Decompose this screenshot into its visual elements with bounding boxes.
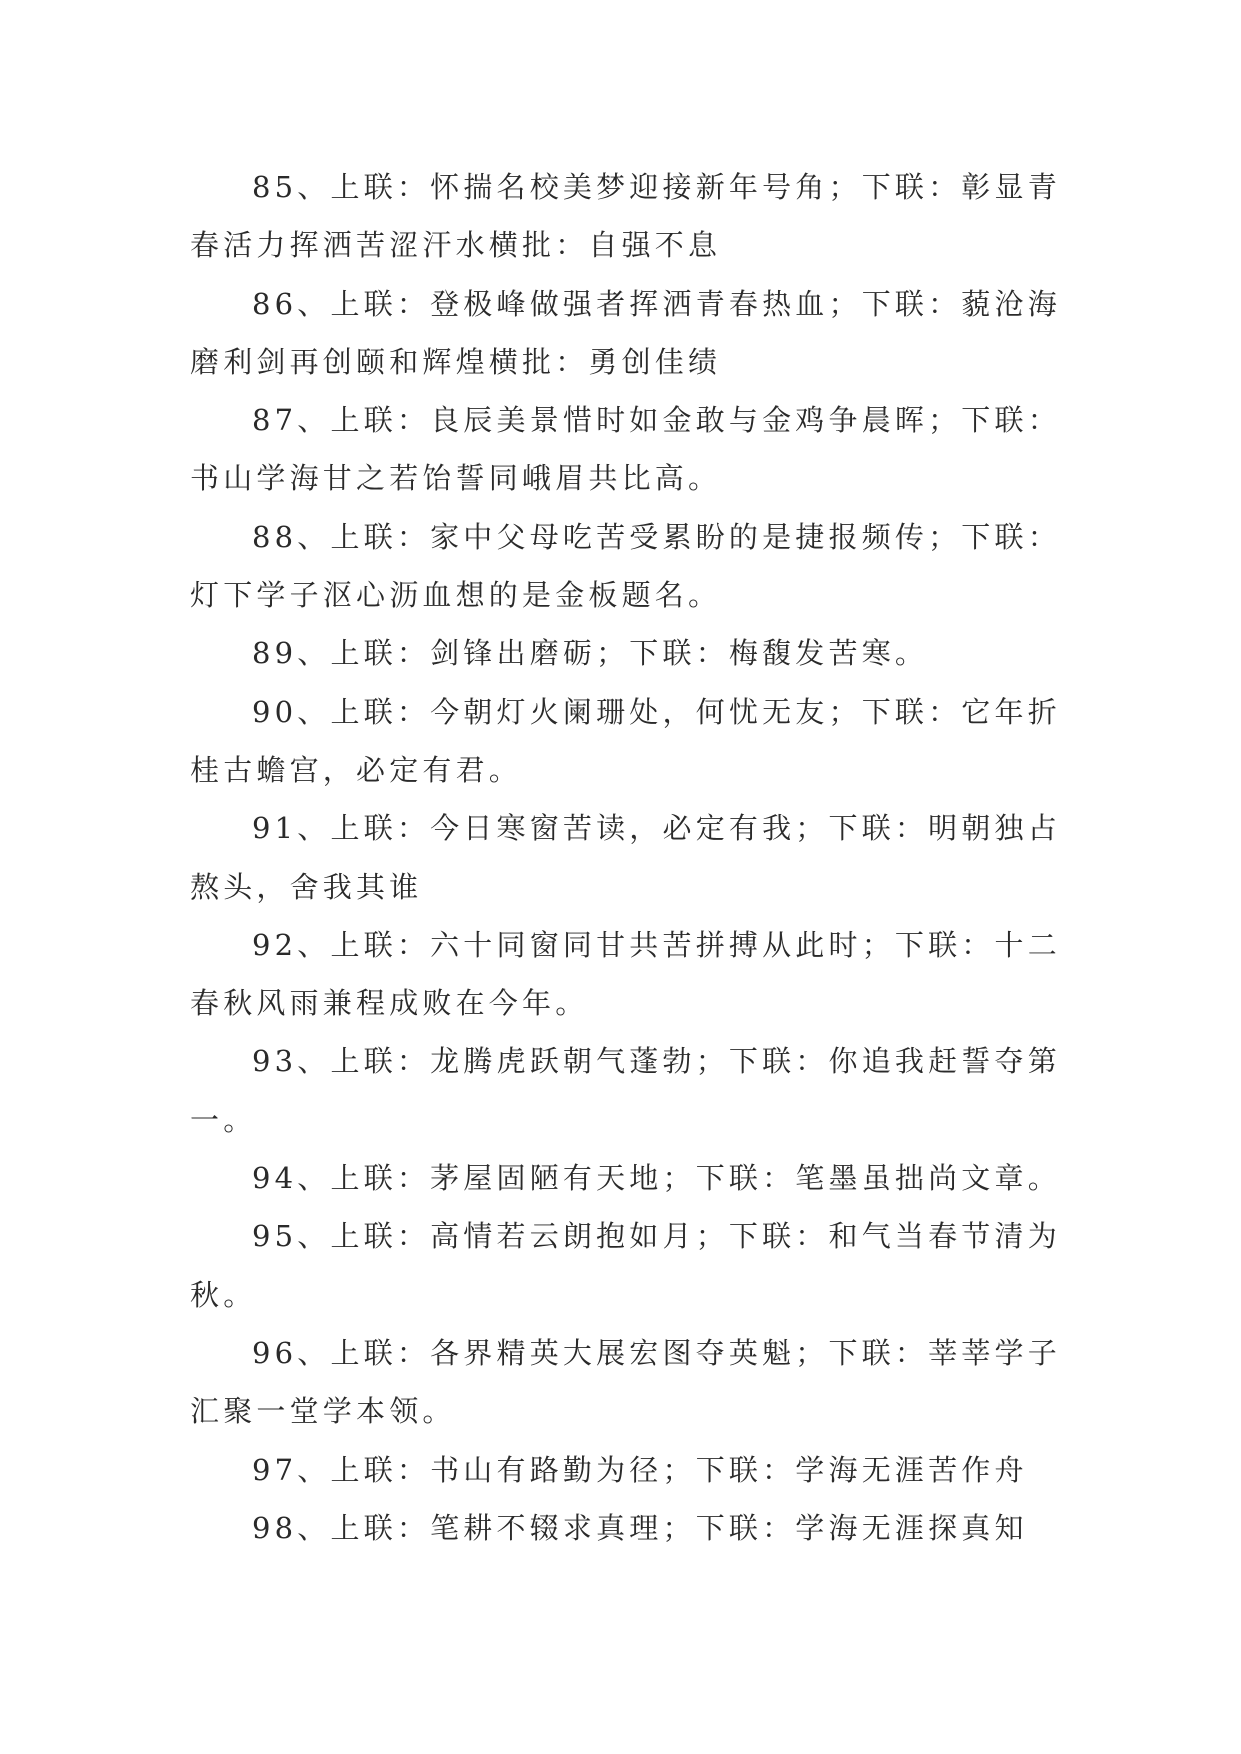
couplet-line-first: 95、上联：高情若云朗抱如月；下联：和气当春节清为 [252, 1219, 1061, 1254]
couplet-line-first: 87、上联：良辰美景惜时如金敢与金鸡争晨晖；下联： [252, 403, 1061, 438]
couplet-line-second: 熬头，舍我其谁 [190, 869, 423, 904]
couplet-item-92 [190, 916, 1070, 1033]
couplet-line-second: 秋。 [190, 1277, 257, 1312]
couplet-line-second: 灯下学子沤心沥血想的是金板题名。 [190, 578, 722, 613]
couplet-item-90 [190, 683, 1070, 800]
couplet-item-91 [190, 799, 1070, 916]
couplet-line-second: 磨利剑再创颐和辉煌横批：勇创佳绩 [190, 344, 722, 379]
couplet-line-first: 96、上联：各界精英大展宏图夺英魁；下联：莘莘学子 [252, 1335, 1061, 1370]
couplet-line-first: 89、上联：剑锋出磨砺；下联：梅馥发苦寒。 [252, 636, 929, 671]
couplet-item-87 [190, 391, 1070, 508]
couplet-line-first: 97、上联：书山有路勤为径；下联：学海无涯苦作舟 [252, 1452, 1028, 1487]
couplet-item-93 [190, 1032, 1070, 1149]
couplet-line-first: 90、上联：今朝灯火阑珊处，何忧无友；下联：它年折 [252, 694, 1061, 729]
couplet-line-second: 桂古蟾宫，必定有君。 [190, 752, 523, 787]
couplet-item-85 [190, 158, 1070, 275]
couplet-line-second: 汇聚一堂学本领。 [190, 1394, 456, 1429]
couplet-item-89 [190, 624, 1070, 682]
couplet-item-94 [190, 1149, 1070, 1207]
couplet-item-97 [190, 1441, 1070, 1499]
couplet-line-second: 一。 [190, 1102, 257, 1137]
couplet-line-first: 88、上联：家中父母吃苦受累盼的是捷报频传；下联： [252, 519, 1061, 554]
couplet-line-first: 91、上联：今日寒窗苦读，必定有我；下联：明朝独占 [252, 811, 1061, 846]
couplet-item-86 [190, 275, 1070, 392]
couplet-item-96 [190, 1324, 1070, 1441]
couplet-item-95 [190, 1207, 1070, 1324]
couplet-line-first: 86、上联：登极峰做强者挥洒青春热血；下联：藐沧海 [252, 286, 1061, 321]
couplet-line-second: 春秋风雨兼程成败在今年。 [190, 986, 589, 1021]
couplet-line-first: 92、上联：六十同窗同甘共苦拼搏从此时；下联：十二 [252, 927, 1061, 962]
couplet-line-first: 93、上联：龙腾虎跃朝气蓬勃；下联：你追我赶誓夺第 [252, 1044, 1061, 1079]
couplet-list [190, 158, 1070, 1557]
couplet-item-98 [190, 1499, 1070, 1557]
couplet-line-first: 85、上联：怀揣名校美梦迎接新年号角；下联：彰显青 [252, 170, 1061, 204]
couplet-line-first: 94、上联：茅屋固陋有天地；下联：笔墨虽拙尚文章。 [252, 1161, 1061, 1196]
couplet-line-second: 书山学海甘之若饴誓同峨眉共比高。 [190, 461, 722, 496]
couplet-line-second: 春活力挥洒苦涩汗水横批：自强不息 [190, 228, 722, 263]
couplet-line-first: 98、上联：笔耕不辍求真理；下联：学海无涯探真知 [252, 1510, 1028, 1545]
couplet-item-88 [190, 508, 1070, 625]
